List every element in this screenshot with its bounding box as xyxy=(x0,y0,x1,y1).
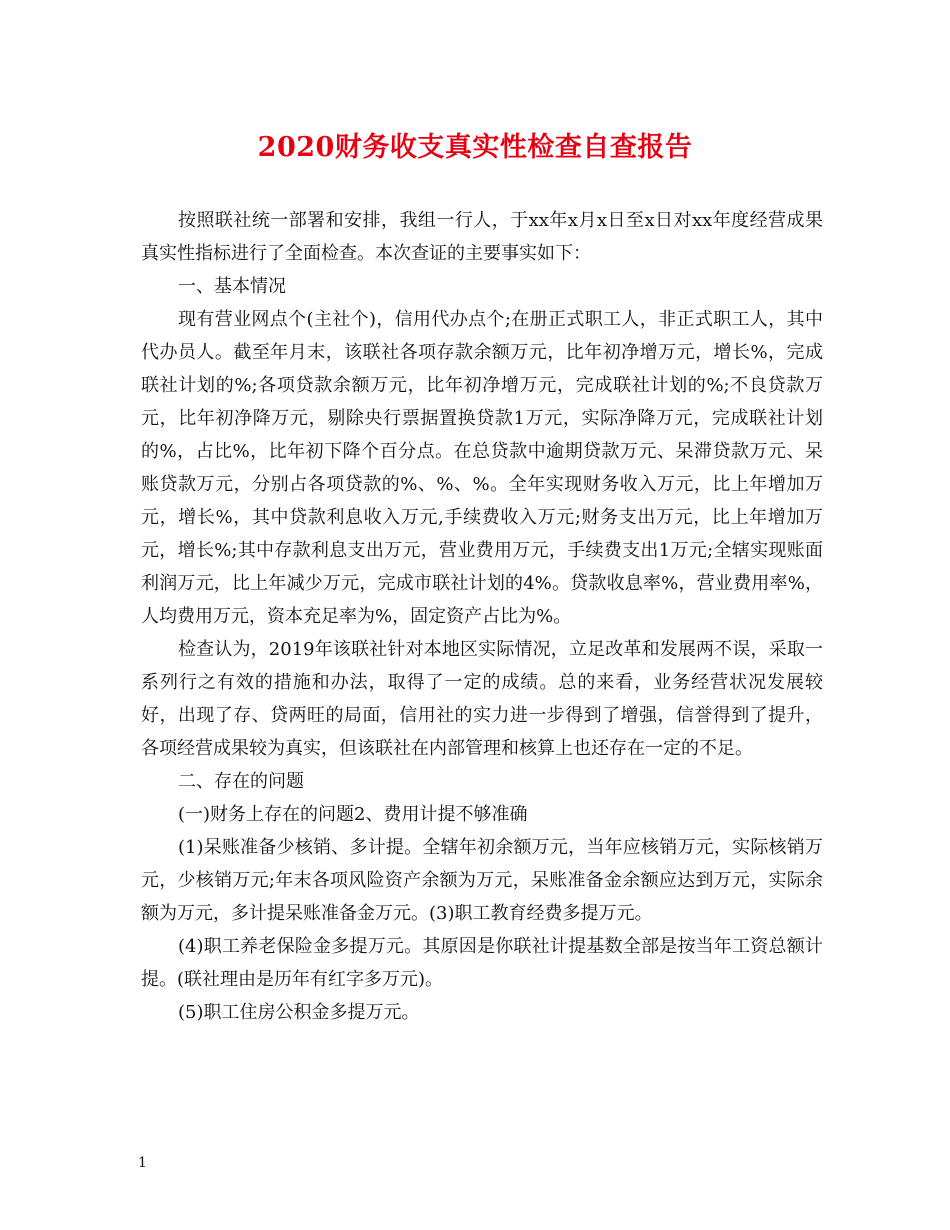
document-title: 2020财务收支真实性检查自查报告 xyxy=(257,132,693,163)
problem-paragraph-pension: (4)职工养老保险金多提万元。其原因是你联社计提基数全部是按当年工资总额计提。(联社理由是历年有红字多万元)。 xyxy=(141,936,823,990)
problem-paragraph-bad-debt: (1)呆账准备少核销、多计提。全辖年初余额万元，当年应核销万元，实际核销万元，少核销万元;年末各项风险资产余额为万元，呆账准备金余额应达到万元，实际余额为万元，多计提呆账准备金万元。(3)职工教育经费多提万元。 xyxy=(141,837,823,924)
section-heading-existing-problems: 二、存在的问题 xyxy=(178,771,304,792)
inspection-conclusion-paragraph: 检查认为，2019年该联社针对本地区实际情况，立足改革和发展两不误，采取一系列行之有效的措施和办法，取得了一定的成绩。总的来看，业务经营状况发展较好，出现了存、贷两旺的局面，信用社的实力进一步得到了增强，信誉得到了提升，各项经营成果较为真实，但该联社在内部管理和核算上也还存在一定的不足。 xyxy=(141,639,823,759)
section-heading-basic-situation: 一、基本情况 xyxy=(178,276,286,297)
problem-paragraph-housing-fund: (5)职工住房公积金多提万元。 xyxy=(178,1002,420,1023)
page-number: 1 xyxy=(138,1155,147,1171)
document-body xyxy=(141,204,823,1029)
basic-situation-paragraph: 现有营业网点个(主社个)，信用代办点个;在册正式职工人，非正式职工人，其中代办员人。截至年月末，该联社各项存款余额万元，比年初净增万元，增长%，完成联社计划的%;各项贷款余额万元，比年初净增万元，完成联社计划的%;不良贷款万元，比年初净降万元，剔除央行票据置换贷款1万元，实际净降万元，完成联社计划的%，占比%，比年初下降个百分点。在总贷款中逾期贷款万元、呆滞贷款万元、呆账贷款万元，分别占各项贷款的%、%、%。全年实现财务收入万元，比上年增加万元，增长%，其中贷款利息收入万元,手续费收入万元;财务支出万元，比上年增加万元，增长%;其中存款利息支出万元，营业费用万元，手续费支出1万元;全辖实现账面利润万元，比上年减少万元，完成市联社计划的4%。贷款收息率%，营业费用率%，人均费用万元，资本充足率为%，固定资产占比为%。 xyxy=(141,309,823,627)
subsection-heading-financial-problems: (一)财务上存在的问题2、费用计提不够准确 xyxy=(178,804,528,825)
intro-paragraph: 按照联社统一部署和安排，我组一行人，于xx年x月x日至x日对xx年度经营成果真实性指标进行了全面检查。本次查证的主要事实如下： xyxy=(141,210,823,264)
